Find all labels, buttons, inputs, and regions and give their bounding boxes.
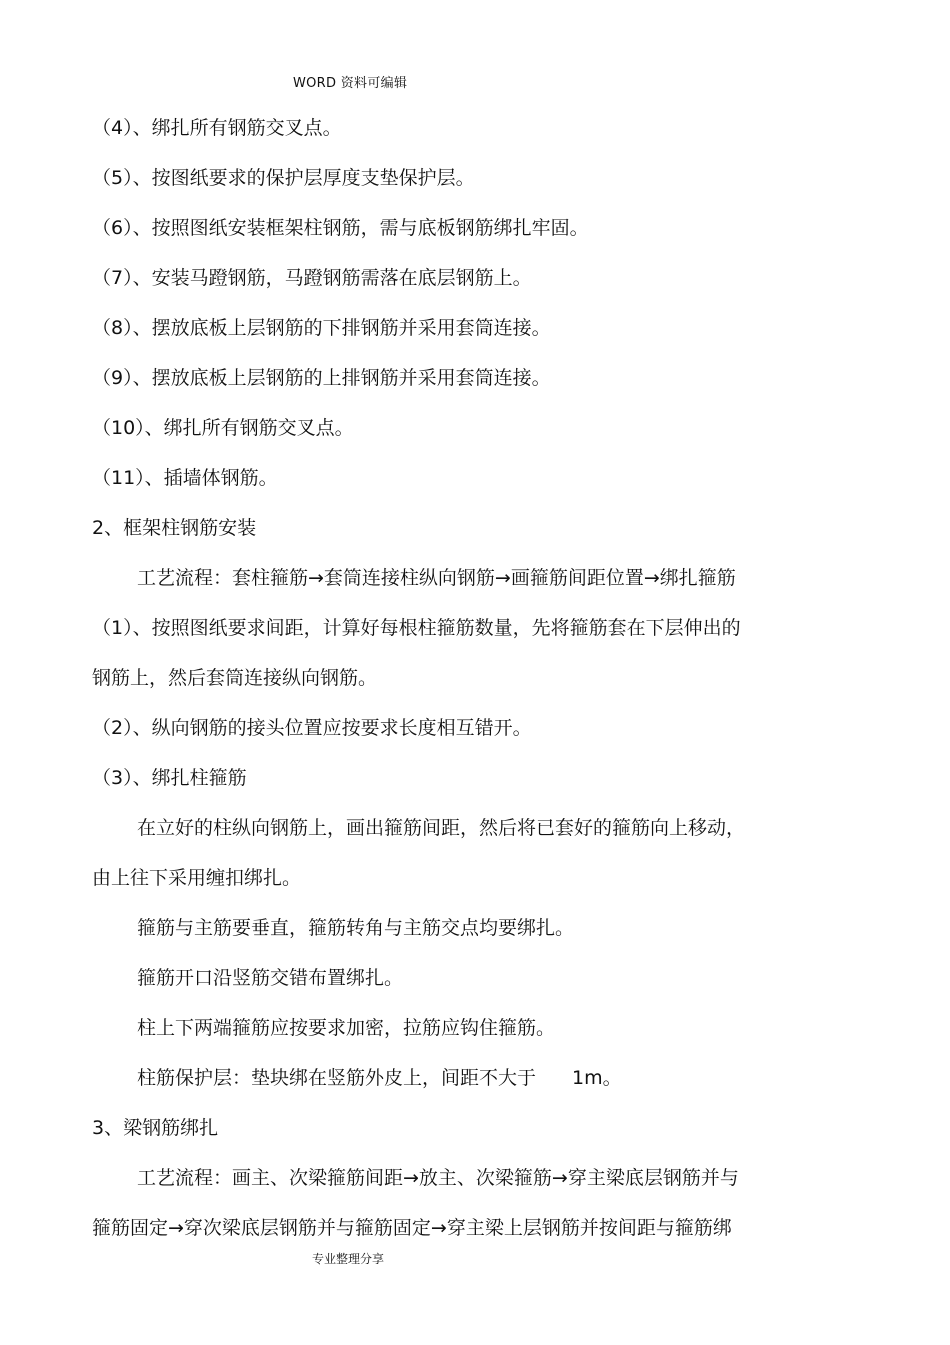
- paragraph-column-step-1: （1）、按照图纸要求间距，计算好每根柱箍筋数量，先将箍筋套在下层伸出的: [92, 617, 741, 639]
- paragraph-cover-spacing: [137, 1065, 622, 1091]
- cover-spacing-value: 1m。: [572, 1067, 622, 1089]
- paragraph-column-step-2: （2）、纵向钢筋的接头位置应按要求长度相互错开。: [92, 717, 532, 739]
- section-heading-2: 2、框架柱钢筋安装: [92, 517, 257, 539]
- paragraph-step-8: （8）、摆放底板上层钢筋的下排钢筋并采用套筒连接。: [92, 317, 551, 339]
- paragraph-step-9: （9）、摆放底板上层钢筋的上排钢筋并采用套筒连接。: [92, 367, 551, 389]
- paragraph-stirrup-marking: 在立好的柱纵向钢筋上，画出箍筋间距，然后将已套好的箍筋向上移动，: [137, 817, 746, 839]
- process-flow-beam-cont: 箍筋固定→穿次梁底层钢筋并与箍筋固定→穿主梁上层钢筋并按间距与箍筋绑: [92, 1217, 732, 1239]
- paragraph-step-10: （10）、绑扎所有钢筋交叉点。: [92, 417, 354, 439]
- paragraph-stirrup-opening: 箍筋开口沿竖筋交错布置绑扎。: [137, 967, 404, 989]
- paragraph-step-7: （7）、安装马蹬钢筋，马蹬钢筋需落在底层钢筋上。: [92, 267, 532, 289]
- process-flow-beam: 工艺流程：画主、次梁箍筋间距→放主、次梁箍筋→穿主梁底层钢筋并与: [137, 1167, 739, 1189]
- paragraph-step-11: （11）、插墙体钢筋。: [92, 467, 278, 489]
- paragraph-stirrup-marking-cont: 由上往下采用缠扣绑扎。: [92, 867, 302, 889]
- section-heading-3: 3、梁钢筋绑扎: [92, 1117, 219, 1139]
- page-footer: 专业整理分享: [312, 1252, 385, 1266]
- cover-spacing-text: 柱筋保护层：垫块绑在竖筋外皮上，间距不大于: [137, 1067, 537, 1089]
- paragraph-step-6: （6）、按照图纸安装框架柱钢筋，需与底板钢筋绑扎牢固。: [92, 217, 589, 239]
- page-header: WORD 资料可编辑: [293, 76, 408, 91]
- paragraph-stirrup-perpendicular: 箍筋与主筋要垂直，箍筋转角与主筋交点均要绑扎。: [137, 917, 575, 939]
- paragraph-step-4: （4）、绑扎所有钢筋交叉点。: [92, 117, 342, 139]
- paragraph-column-step-3: （3）、绑扎柱箍筋: [92, 767, 247, 789]
- paragraph-stirrup-densify: 柱上下两端箍筋应按要求加密，拉筋应钩住箍筋。: [137, 1017, 556, 1039]
- process-flow-column: 工艺流程：套柱箍筋→套筒连接柱纵向钢筋→画箍筋间距位置→绑扎箍筋: [137, 567, 736, 589]
- paragraph-column-step-1-cont: 钢筋上，然后套筒连接纵向钢筋。: [92, 667, 378, 689]
- paragraph-step-5: （5）、按图纸要求的保护层厚度支垫保护层。: [92, 167, 475, 189]
